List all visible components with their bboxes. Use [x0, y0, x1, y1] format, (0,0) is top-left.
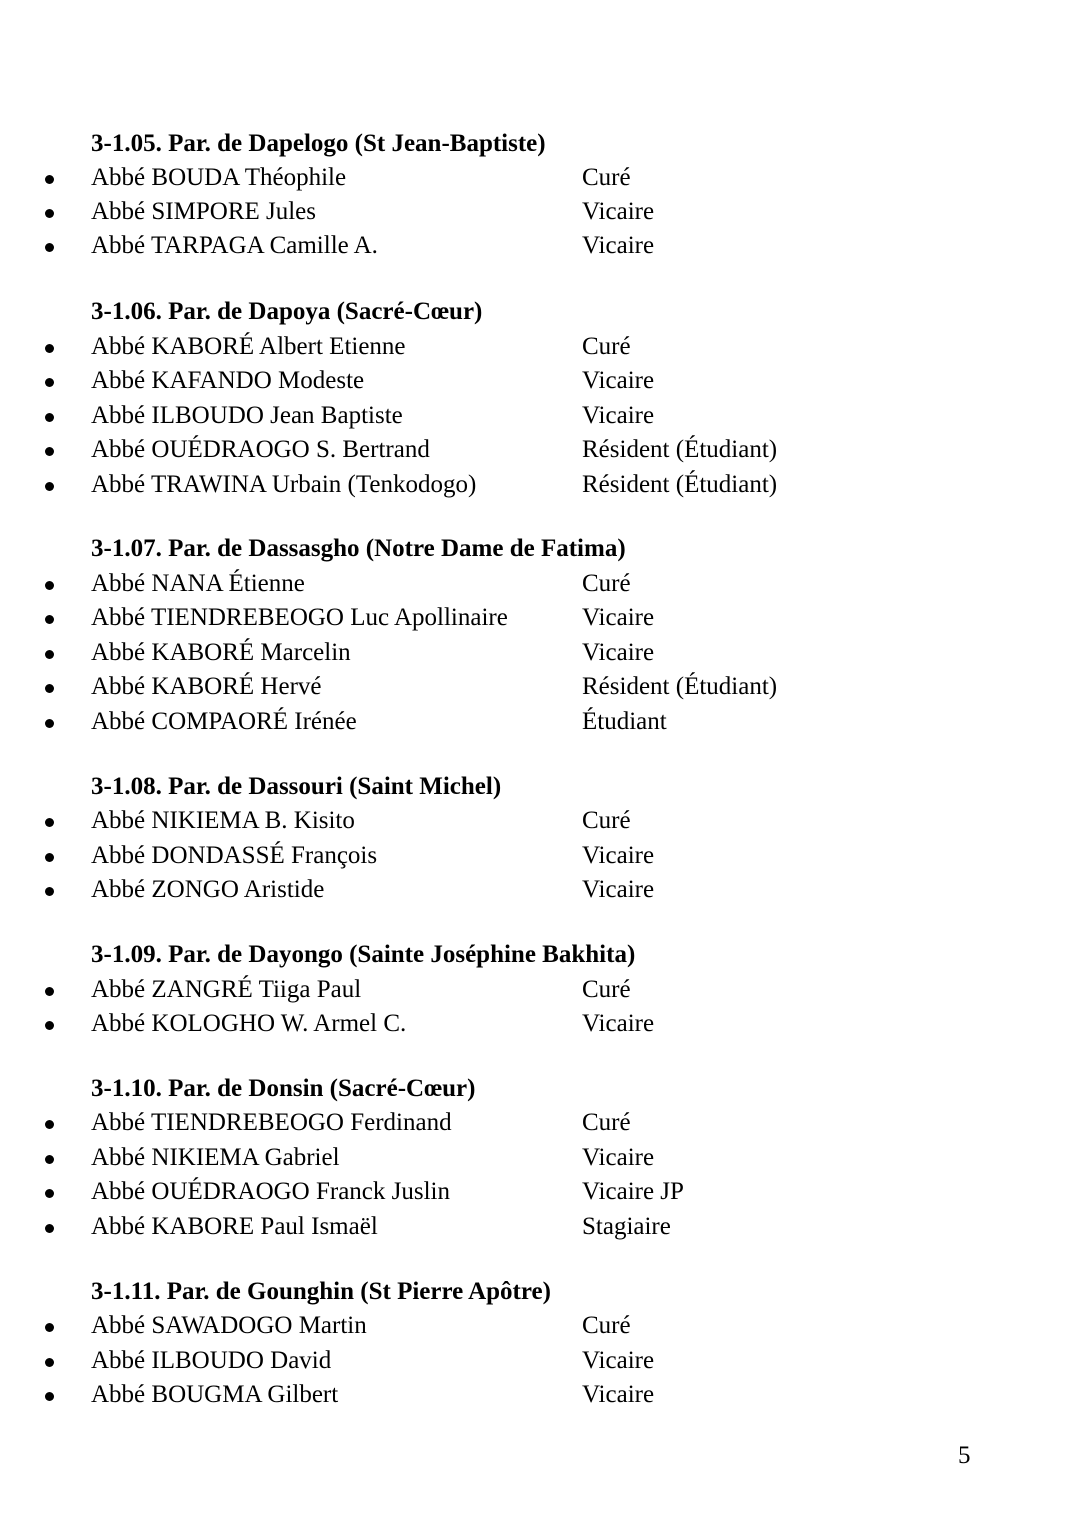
section-title: 3-1.11. Par. de Gounghin (St Pierre Apôtre): [91, 1278, 551, 1305]
priest-name: Abbé TIENDREBEOGO Ferdinand: [91, 1109, 452, 1136]
list-item: [0, 401, 1080, 435]
list-item: [0, 806, 1080, 840]
priest-role: Curé: [582, 333, 631, 360]
priest-name: Abbé COMPAORÉ Irénée: [91, 708, 357, 735]
priest-name: Abbé ILBOUDO David: [91, 1347, 332, 1374]
bullet-icon: [45, 818, 54, 827]
bullet-icon: [45, 853, 54, 862]
bullet-icon: [45, 1021, 54, 1030]
priest-role: Vicaire: [582, 1144, 655, 1171]
priest-role: Stagiaire: [582, 1213, 671, 1240]
priest-name: Abbé BOUDA Théophile: [91, 164, 347, 191]
priest-role: Curé: [582, 807, 631, 834]
priest-name: Abbé OUÉDRAOGO Franck Juslin: [91, 1178, 450, 1205]
priest-name: Abbé ZONGO Aristide: [91, 876, 325, 903]
bullet-icon: [45, 887, 54, 896]
list-item: [0, 1346, 1080, 1380]
section-title: 3-1.10. Par. de Donsin (Sacré-Cœur): [91, 1075, 476, 1102]
priest-role: Curé: [582, 976, 631, 1003]
bullet-icon: [45, 1323, 54, 1332]
list-item: [0, 366, 1080, 400]
section-title: 3-1.09. Par. de Dayongo (Sainte Joséphine Bakhita): [91, 941, 636, 968]
bullet-icon: [45, 482, 54, 491]
list-item: [0, 1380, 1080, 1414]
priest-name: Abbé ILBOUDO Jean Baptiste: [91, 402, 403, 429]
bullet-icon: [45, 1358, 54, 1367]
priest-name: Abbé OUÉDRAOGO S. Bertrand: [91, 436, 430, 463]
list-item: [0, 332, 1080, 366]
priest-name: Abbé DONDASSÉ François: [91, 842, 378, 869]
priest-name: Abbé NIKIEMA Gabriel: [91, 1144, 340, 1171]
list-item: [0, 197, 1080, 231]
priest-name: Abbé SIMPORE Jules: [91, 198, 317, 225]
priest-name: Abbé TRAWINA Urbain (Tenkodogo): [91, 471, 477, 498]
priest-name: Abbé KABORÉ Marcelin: [91, 639, 351, 666]
bullet-icon: [45, 719, 54, 728]
priest-role: Curé: [582, 570, 631, 597]
priest-name: Abbé KAFANDO Modeste: [91, 367, 365, 394]
section-title: 3-1.05. Par. de Dapelogo (St Jean-Baptiste): [91, 130, 546, 157]
priest-role: Étudiant: [582, 708, 667, 735]
list-item: [0, 1177, 1080, 1211]
list-item: [0, 569, 1080, 603]
section-title: 3-1.08. Par. de Dassouri (Saint Michel): [91, 773, 502, 800]
bullet-icon: [45, 344, 54, 353]
bullet-icon: [45, 378, 54, 387]
list-item: [0, 638, 1080, 672]
list-item: [0, 975, 1080, 1009]
list-item: [0, 1009, 1080, 1043]
list-item: [0, 672, 1080, 706]
bullet-icon: [45, 615, 54, 624]
priest-role: Vicaire: [582, 402, 655, 429]
list-item: [0, 1212, 1080, 1246]
bullet-icon: [45, 684, 54, 693]
priest-role: Vicaire: [582, 1347, 655, 1374]
priest-name: Abbé TARPAGA Camille A.: [91, 232, 378, 259]
priest-name: Abbé ZANGRÉ Tiiga Paul: [91, 976, 362, 1003]
priest-role: Vicaire: [582, 367, 655, 394]
priest-role: Curé: [582, 164, 631, 191]
list-item: [0, 470, 1080, 504]
priest-role: Curé: [582, 1312, 631, 1339]
bullet-icon: [45, 1155, 54, 1164]
list-item: [0, 435, 1080, 469]
bullet-icon: [45, 1224, 54, 1233]
bullet-icon: [45, 650, 54, 659]
priest-role: Résident (Étudiant): [582, 673, 778, 700]
bullet-icon: [45, 413, 54, 422]
priest-role: Vicaire: [582, 232, 655, 259]
list-item: [0, 875, 1080, 909]
bullet-icon: [45, 175, 54, 184]
priest-name: Abbé TIENDREBEOGO Luc Apollinaire: [91, 604, 508, 631]
list-item: [0, 707, 1080, 741]
bullet-icon: [45, 243, 54, 252]
priest-name: Abbé KOLOGHO W. Armel C.: [91, 1010, 407, 1037]
priest-role: Vicaire: [582, 198, 655, 225]
priest-name: Abbé NANA Étienne: [91, 570, 305, 597]
priest-role: Curé: [582, 1109, 631, 1136]
bullet-icon: [45, 581, 54, 590]
priest-role: Vicaire JP: [582, 1178, 684, 1205]
priest-name: Abbé NIKIEMA B. Kisito: [91, 807, 355, 834]
list-item: [0, 231, 1080, 265]
priest-name: Abbé SAWADOGO Martin: [91, 1312, 367, 1339]
priest-role: Résident (Étudiant): [582, 471, 778, 498]
list-item: [0, 1143, 1080, 1177]
section-title: 3-1.07. Par. de Dassasgho (Notre Dame de Fatima): [91, 535, 626, 562]
bullet-icon: [45, 987, 54, 996]
section-title: 3-1.06. Par. de Dapoya (Sacré-Cœur): [91, 298, 483, 325]
list-item: [0, 841, 1080, 875]
bullet-icon: [45, 447, 54, 456]
bullet-icon: [45, 209, 54, 218]
list-item: [0, 1311, 1080, 1345]
bullet-icon: [45, 1392, 54, 1401]
priest-name: Abbé BOUGMA Gilbert: [91, 1381, 339, 1408]
priest-role: Vicaire: [582, 876, 655, 903]
list-item: [0, 603, 1080, 637]
list-item: [0, 1108, 1080, 1142]
priest-name: Abbé KABORÉ Albert Etienne: [91, 333, 406, 360]
priest-name: Abbé KABORE Paul Ismaël: [91, 1213, 378, 1240]
page-number: 5: [958, 1442, 971, 1469]
priest-role: Vicaire: [582, 1381, 655, 1408]
priest-role: Vicaire: [582, 604, 655, 631]
priest-name: Abbé KABORÉ Hervé: [91, 673, 322, 700]
priest-role: Vicaire: [582, 842, 655, 869]
list-item: [0, 163, 1080, 197]
priest-role: Vicaire: [582, 639, 655, 666]
bullet-icon: [45, 1120, 54, 1129]
priest-role: Résident (Étudiant): [582, 436, 778, 463]
bullet-icon: [45, 1189, 54, 1198]
priest-role: Vicaire: [582, 1010, 655, 1037]
